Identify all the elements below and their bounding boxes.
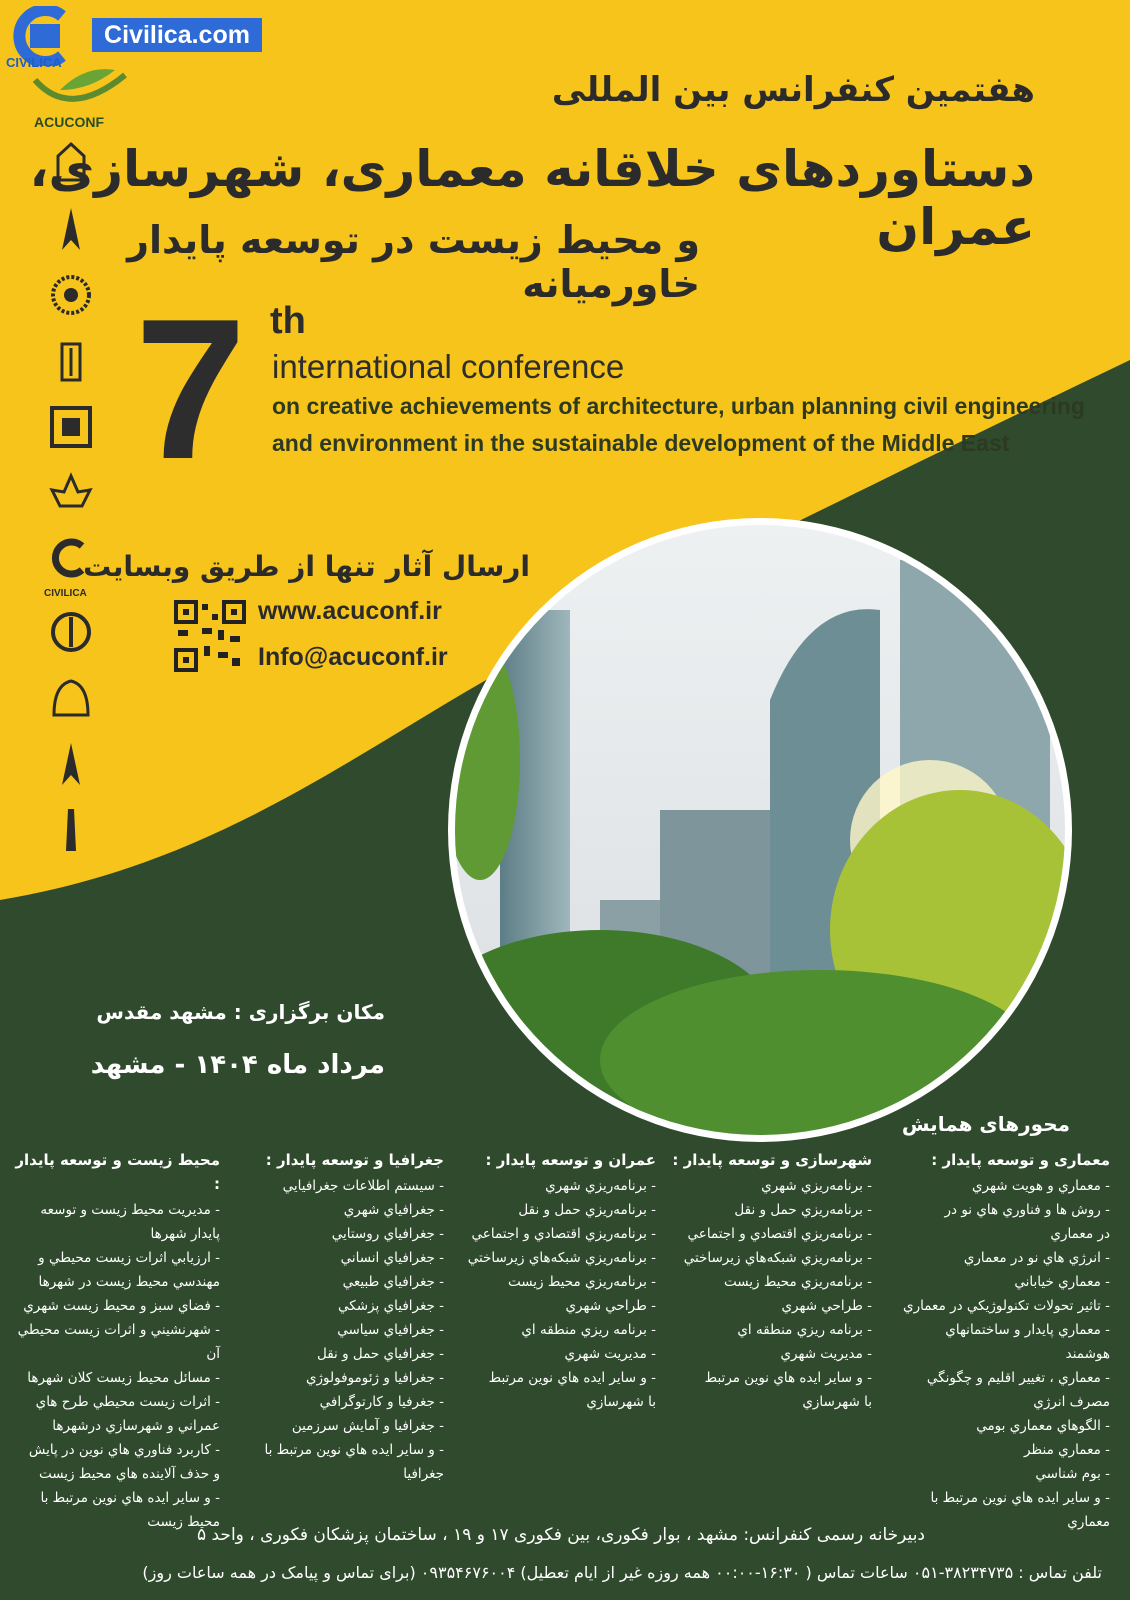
submission-note: ارسال آثار تنها از طریق وبسایت	[83, 550, 530, 583]
axis-topic-item: - و ساير ايده هاي نوين مرتبط با	[40, 1490, 220, 1506]
axis-topic-item: با شهرسازي	[586, 1394, 656, 1410]
conference-title-fa: دستاوردهای خلاقانه معماری، شهرسازی، عمران	[29, 140, 1035, 256]
axis-topic-item: - جغرافيا و ژئوموفولوژي	[305, 1370, 444, 1386]
edition-number: 7	[135, 278, 247, 501]
axis-topic-item: - برنامه‌ريزي شهري	[761, 1178, 872, 1194]
axis-topic-item: - برنامه‌ريزي اقتصادي و اجتماعي	[471, 1226, 656, 1242]
axis-topic-item: - مديريت شهري	[564, 1346, 656, 1362]
axis-topic-item: - جغرافيا و آمايش سرزمين	[291, 1418, 444, 1434]
website-link[interactable]: www.acuconf.ir	[258, 597, 442, 625]
conference-ordinal-title: هفتمین کنفرانس بین المللی	[551, 70, 1035, 110]
conference-subtitle-fa: و محیط زیست در توسعه پایدار خاورمیانه	[127, 218, 700, 306]
axis-topic-item: - معماري پايدار و ساختمانهاي هوشمند	[945, 1322, 1110, 1362]
civilica-label: CIVILICA	[6, 55, 62, 70]
axis-topic-item: - برنامه‌ريزي محيط زيست	[724, 1274, 872, 1290]
axis-topic-item: - جغرافياي روستايي	[331, 1226, 444, 1242]
axis-topic-item: - برنامه‌ريزي اقتصادي و اجتماعي	[687, 1226, 872, 1242]
axis-topic-item: - روش ها و فناوري هاي نو در	[944, 1202, 1110, 1218]
axis-topic-item: - فضاي سبز و محيط زيست شهري	[23, 1298, 220, 1314]
axis-topic-item: - جغرافياي انساني	[340, 1250, 444, 1266]
axis-topic-item: عمراني و شهرسازي درشهرها	[52, 1418, 220, 1434]
venue-text: مکان برگزاری : مشهد مقدس	[96, 1000, 385, 1024]
axis-column-title: عمران و توسعه پایدار :	[485, 1151, 656, 1169]
axis-topic-item: - تاثير تحولات تكنولوژيكي در معماري	[903, 1298, 1110, 1314]
dome-emblem-icon	[48, 675, 94, 721]
axis-topic-item: در معماري	[1050, 1226, 1110, 1242]
acuconf-label: ACUCONF	[34, 114, 104, 130]
axis-topic-item: - مسائل محيط زيست كلان شهرها	[27, 1370, 220, 1386]
axis-column-civil	[446, 1148, 656, 1414]
square-emblem-icon	[48, 404, 94, 450]
axis-topic-item: - برنامه‌ريزي محيط زيست	[508, 1274, 656, 1290]
axis-column-title: شهرسازی و توسعه پایدار :	[672, 1151, 872, 1169]
axis-column-urban-planning	[662, 1148, 872, 1414]
axis-topic-item: - برنامه‌ريزي شبكه‌هاي زيرساختي	[683, 1250, 872, 1266]
circle-emblem-icon	[48, 609, 94, 655]
axis-column-geography	[234, 1148, 444, 1486]
leaf-logo-icon	[30, 60, 130, 115]
axis-column-title: معماری و توسعه پایدار :	[931, 1151, 1110, 1169]
axis-topic-item: - كاربرد فناوري هاي نوين در پايش	[28, 1442, 220, 1458]
axis-topic-item: - برنامه‌ريزي حمل و نقل	[518, 1202, 656, 1218]
contact-phone: تلفن تماس : ۳۸۲۳۴۷۳۵-۰۵۱ ساعات تماس ( ۱۶:۳۰-۰۰:۰۰ همه روزه غیر از ایام تعطیل) ۰۹۳۵۴۶۷۶۰۰۴ (برای تماس و پیامک در همه ساعات روز)	[142, 1563, 1102, 1582]
date-text: مرداد ماه ۱۴۰۴ - مشهد	[90, 1050, 385, 1080]
axis-topic-item: پايدار شهرها	[150, 1226, 220, 1242]
email-link[interactable]: Info@acuconf.ir	[258, 643, 448, 671]
axis-column-title: محیط زیست و توسعه پایدار :	[15, 1151, 220, 1193]
axis-topic-item: - معماري خياباني	[1014, 1274, 1110, 1290]
axis-topic-item: با شهرسازي	[802, 1394, 872, 1410]
axis-topic-item: - برنامه ريزي منطقه اي	[521, 1322, 656, 1338]
axis-topic-item: - ارزيابي اثرات زيست محيطي و	[38, 1250, 220, 1266]
secretariat-address: دبیرخانه رسمی کنفرانس: مشهد ، بوار فکوری، بین فکوری ۱۷ و ۱۹ ، ساختمان پزشکان فکوری ، واحد ۵	[196, 1525, 925, 1545]
axis-topic-item: - طراحي شهري	[781, 1298, 872, 1314]
axis-topic-item: - انرژي هاي نو در معماري	[963, 1250, 1110, 1266]
axis-column-architecture	[900, 1148, 1110, 1534]
axis-topic-item: - معماري و هويت شهري	[972, 1178, 1110, 1194]
minaret-emblem-icon	[48, 807, 94, 853]
civilica-small-label: CIVILICA	[44, 588, 87, 599]
axis-topic-item: - اثرات زيست محيطي طرح هاي	[35, 1394, 220, 1410]
axis-topic-item: - طراحي شهري	[565, 1298, 656, 1314]
axis-topic-item: مهندسي محيط زيست در شهرها	[38, 1274, 220, 1290]
axis-topic-item: - برنامه‌ريزي شبكه‌هاي زيرساختي	[467, 1250, 656, 1266]
axis-topic-item: - و ساير ايده هاي نوين مرتبط	[704, 1370, 872, 1386]
axis-topic-item: - مديريت شهري	[780, 1346, 872, 1362]
axis-topic-item: - سيستم اطلاعات جغرافيايي	[282, 1178, 444, 1194]
axis-topic-item: - و ساير ايده هاي نوين مرتبط با معماري	[930, 1490, 1110, 1530]
axis-topic-item: - جغرافياي حمل و نقل	[316, 1346, 444, 1362]
axis-topic-item: - مديريت محيط زيست و توسعه	[40, 1202, 220, 1218]
axis-topic-item: - الگوهاي معماري بومي	[976, 1418, 1110, 1434]
axis-topic-item: - معماري منظر	[1023, 1442, 1110, 1458]
axis-topic-item: - جغرافياي پزشكي	[338, 1298, 444, 1314]
axis-topic-item: - برنامه‌ريزي شهري	[545, 1178, 656, 1194]
axis-column-environment	[10, 1148, 220, 1534]
axis-topic-item: و حذف آلاينده هاي محيط زيست	[38, 1466, 220, 1482]
axis-topic-item: - برنامه‌ريزي حمل و نقل	[734, 1202, 872, 1218]
axis-topic-item: - جغرافياي طبيعي	[342, 1274, 444, 1290]
axis-topic-item: - و ساير ايده هاي نوين مرتبط	[488, 1370, 656, 1386]
axis-topic-item: - برنامه ريزي منطقه اي	[737, 1322, 872, 1338]
conference-subtitle-en-2: and environment in the sustainable development of the Middle East	[272, 430, 1010, 456]
civilica-site-badge[interactable]: Civilica.com	[92, 18, 262, 52]
axis-topic-item: - جغرافياي سياسي	[337, 1322, 444, 1338]
axis-topic-item: - جغرافياي شهري	[343, 1202, 444, 1218]
azad-university-icon-2	[48, 741, 94, 787]
conference-title-en: international conference	[272, 348, 625, 385]
axis-topic-item: - معماري ، تغيير اقليم و چگونگي	[926, 1370, 1110, 1386]
axis-topic-item: - شهرنشيني و اثرات زيست محيطي آن	[17, 1322, 220, 1362]
axes-title: محورهای همایش	[901, 1112, 1070, 1136]
lotus-emblem-icon	[48, 470, 94, 516]
edition-suffix: th	[270, 300, 306, 342]
axis-topic-item: - جغرفيا و كارتوگرافي	[319, 1394, 444, 1410]
conference-subtitle-en-1: on creative achievements of architecture, urban planning civil engineering	[272, 393, 1085, 419]
axis-topic-item: محيط زيست	[147, 1514, 220, 1530]
qr-code-icon	[174, 600, 246, 672]
axis-topic-item: مصرف انرژي	[1033, 1394, 1110, 1410]
axis-column-title: جغرافیا و توسعه پایدار :	[265, 1151, 444, 1169]
tower-emblem-icon	[48, 338, 94, 384]
axis-topic-item: - بوم شناسي	[1035, 1466, 1110, 1482]
axis-topic-item: - و ساير ايده هاي نوين مرتبط با جغرافيا	[264, 1442, 444, 1482]
